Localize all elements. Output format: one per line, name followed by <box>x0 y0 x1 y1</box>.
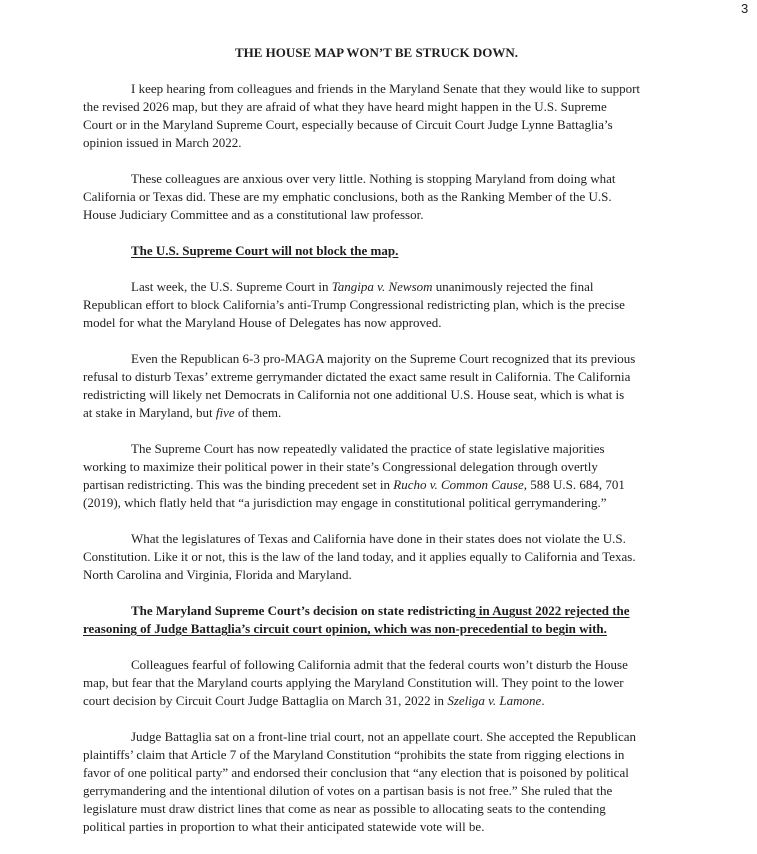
text-segment: refusal to disturb Texas’ extreme gerrymander dictated the exact same result in California. The California <box>83 369 631 384</box>
text-segment: The Supreme Court has now repeatedly validated the practice of state legislative majorities <box>131 441 605 456</box>
text-segment: plaintiffs’ claim that Article 7 of the Maryland Constitution “prohibits the state from rigging elections in <box>83 747 625 762</box>
text-segment: redistricting will likely net Democrats in California not one additional U.S. House seat, which is what is <box>83 387 625 402</box>
text-segment: legislature must draw district lines that come as near as possible to allocating seats to the contending <box>83 801 606 816</box>
text-line <box>83 800 683 818</box>
text-line <box>83 674 683 692</box>
text-line <box>83 314 683 332</box>
text-line <box>83 818 683 836</box>
text-line <box>83 98 683 116</box>
text-segment: map, but fear that the Maryland courts applying the Maryland Constitution will. They point to the lower <box>83 675 624 690</box>
paragraph <box>83 170 683 224</box>
text-segment: favor of one political party” and endorsed their conclusion that “any election that is poisoned by political <box>83 765 629 780</box>
text-line <box>83 242 683 260</box>
text-segment: Last week, the U.S. Supreme Court in <box>131 279 332 294</box>
text-segment: at stake in Maryland, but <box>83 405 216 420</box>
text-line <box>83 530 683 548</box>
text-segment: partisan redistricting. This was the binding precedent set in <box>83 477 394 492</box>
text-segment: of them. <box>234 405 282 420</box>
text-segment: What the legislatures of Texas and California have done in their states does not violate the U.S. <box>131 531 626 546</box>
text-segment: reasoning of Judge Battaglia’s circuit court opinion, which was non-precedential to begin with. <box>83 621 607 636</box>
text-segment: Judge Battaglia sat on a front-line trial court, not an appellate court. She accepted the Republican <box>131 729 637 744</box>
section-heading <box>83 602 683 638</box>
text-segment: These colleagues are anxious over very little. Nothing is stopping Maryland from doing what <box>131 171 616 186</box>
text-line <box>83 566 683 584</box>
text-line <box>83 296 683 314</box>
text-line <box>83 620 683 638</box>
italic-citation: Rucho v. Common Cause <box>393 477 524 492</box>
text-segment: The U.S. Supreme Court will not block the map. <box>131 243 399 258</box>
text-segment: unanimously rejected the final <box>432 279 594 294</box>
text-line <box>83 764 683 782</box>
text-segment: (2019), which flatly held that “a jurisdiction may engage in constitutional political gerrymandering.” <box>83 495 607 510</box>
paragraph <box>83 350 683 422</box>
text-segment: court decision by Circuit Court Judge Battaglia on March 31, 2022 in <box>83 693 448 708</box>
text-segment: California or Texas did. These are my emphatic conclusions, both as the Ranking Member of the U.S. <box>83 189 612 204</box>
text-line <box>83 404 683 422</box>
text-segment: Court or in the Maryland Supreme Court, especially because of Circuit Court Judge Lynne Battaglia’s <box>83 117 613 132</box>
text-line <box>83 782 683 800</box>
paragraph <box>83 728 683 836</box>
paragraph <box>83 80 683 152</box>
text-line <box>83 602 683 620</box>
text-line <box>83 188 683 206</box>
text-line <box>83 368 683 386</box>
section-heading <box>83 242 683 260</box>
text-line <box>83 440 683 458</box>
text-line <box>83 116 683 134</box>
text-line <box>83 206 683 224</box>
text-segment: , 588 U.S. 684, 701 <box>523 477 625 492</box>
text-segment: the revised 2026 map, but they are afraid of what they have heard might happen in the U.S. Supreme <box>83 99 607 114</box>
text-segment: North Carolina and Virginia, Florida and Maryland. <box>83 567 352 582</box>
italic-citation: Tangipa v. Newsom <box>331 279 433 294</box>
text-segment: political parties in proportion to what their anticipated statewide vote will be. <box>83 819 485 834</box>
text-line <box>83 278 683 296</box>
text-segment: Colleagues fearful of following California admit that the federal courts won’t disturb the House <box>131 657 628 672</box>
paragraph <box>83 656 683 710</box>
text-segment: The Maryland Supreme Court’s decision on state redistricting <box>131 603 476 618</box>
text-line <box>83 350 683 368</box>
text-line <box>83 494 683 512</box>
text-segment: working to maximize their political power in their state’s Congressional delegation through overtly <box>83 459 598 474</box>
text-segment: in August 2022 rejected the <box>475 603 630 618</box>
italic-citation: five <box>215 405 235 420</box>
text-segment: Republican effort to block California’s anti-Trump Congressional redistricting plan, which is the precise <box>83 297 625 312</box>
text-segment: House Judiciary Committee and as a constitutional law professor. <box>83 207 424 222</box>
text-segment: Even the Republican 6-3 pro-MAGA majority on the Supreme Court recognized that its previous <box>131 351 636 366</box>
text-segment: I keep hearing from colleagues and friends in the Maryland Senate that they would like to support <box>131 81 641 96</box>
text-line <box>83 80 683 98</box>
text-line <box>83 692 683 710</box>
text-segment: Constitution. Like it or not, this is the law of the land today, and it applies equally to California and Texas. <box>83 549 636 564</box>
text-line <box>83 476 683 494</box>
page-number: 3 <box>741 1 749 16</box>
text-line <box>83 656 683 674</box>
text-line <box>83 728 683 746</box>
text-line <box>83 170 683 188</box>
document-body <box>83 44 683 854</box>
text-segment: model for what the Maryland House of Delegates has now approved. <box>83 315 442 330</box>
text-line <box>83 458 683 476</box>
text-segment: . <box>541 693 545 708</box>
text-line <box>83 386 683 404</box>
paragraph <box>83 440 683 512</box>
paragraph <box>83 530 683 584</box>
document-title: THE HOUSE MAP WON’T BE STRUCK DOWN. <box>234 45 519 60</box>
text-line <box>83 134 683 152</box>
text-line <box>83 548 683 566</box>
italic-citation: Szeliga v. Lamone <box>447 693 542 708</box>
paragraph <box>83 278 683 332</box>
text-segment: gerrymandering and the intentional dilution of votes on a partisan basis is not free.” She ruled that the <box>83 783 613 798</box>
document-blocks <box>83 80 683 836</box>
text-segment: opinion issued in March 2022. <box>83 135 242 150</box>
text-line <box>83 746 683 764</box>
